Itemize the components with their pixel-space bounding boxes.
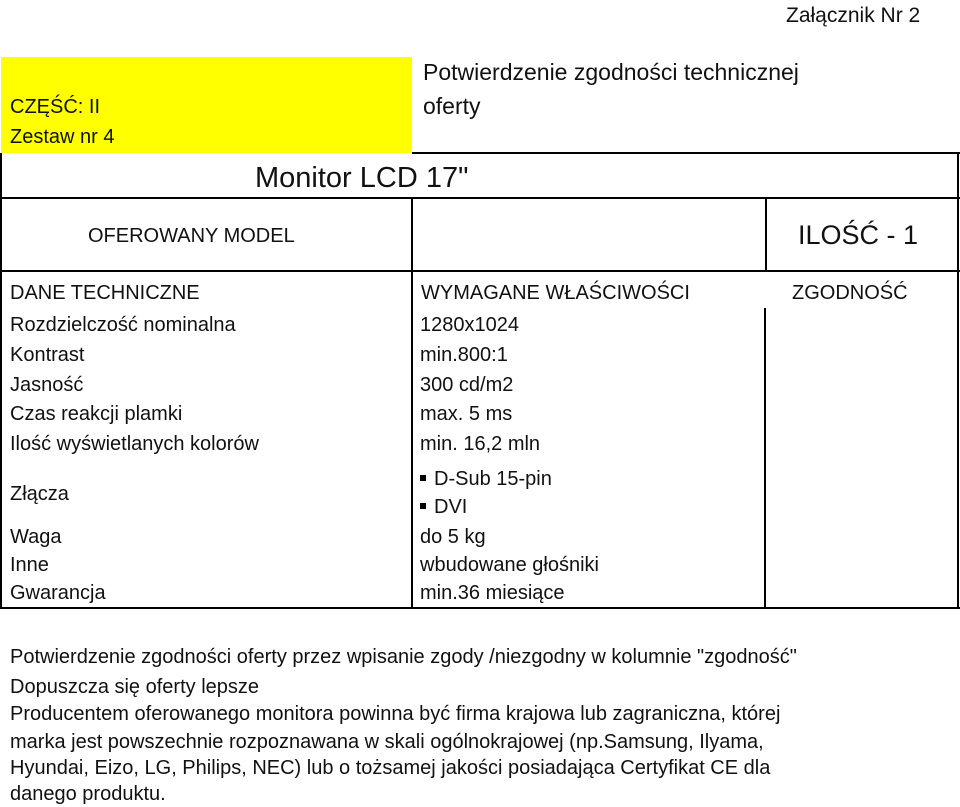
rule-right-outer bbox=[957, 153, 959, 608]
rule-left-outer bbox=[0, 153, 2, 608]
note-line: Dopuszcza się oferty lepsze bbox=[10, 676, 260, 698]
row-value: do 5 kg bbox=[420, 526, 486, 548]
row-value: min.800:1 bbox=[420, 344, 508, 366]
row-value: max. 5 ms bbox=[420, 403, 513, 425]
row-value: min. 16,2 mln bbox=[420, 433, 541, 455]
rule-col-divider bbox=[411, 198, 413, 608]
row-value: min.36 miesiące bbox=[420, 582, 565, 604]
rule-qty-left bbox=[765, 197, 767, 271]
rule-model-bottom bbox=[0, 197, 960, 199]
rule-bottom bbox=[0, 607, 960, 609]
row-param: Inne bbox=[10, 554, 49, 576]
note-line: Potwierdzenie zgodności oferty przez wpisanie zgody /niezgodny w kolumnie "zgodność" bbox=[10, 646, 797, 668]
quantity-label: ILOŚĆ - 1 bbox=[798, 220, 919, 250]
doc-title-line1: Potwierdzenie zgodności technicznej bbox=[423, 59, 799, 85]
connector-item bbox=[420, 469, 552, 489]
note-line: Producentem oferowanego monitora powinna być firma krajowa lub zagraniczna, której bbox=[10, 703, 781, 725]
note-line: Hyundai, Eizo, LG, Philips, NEC) lub o tożsamej jakości posiadająca Certyfikat CE dla bbox=[10, 757, 771, 779]
offered-model-label: OFEROWANY MODEL bbox=[88, 225, 295, 247]
column-header-required: WYMAGANE WŁAŚCIWOŚCI bbox=[421, 282, 690, 304]
column-header-compliance: ZGODNOŚĆ bbox=[792, 282, 908, 304]
row-param: Czas reakcji plamki bbox=[10, 403, 183, 425]
note-line: marka jest powszechnie rozpoznawana w skali ogólnokrajowej (np.Samsung, Ilyama, bbox=[10, 731, 764, 753]
row-param: Jasność bbox=[10, 374, 84, 396]
connector-label: DVI bbox=[434, 496, 468, 518]
row-param: Rozdzielczość nominalna bbox=[10, 314, 236, 336]
row-param: Kontrast bbox=[10, 344, 85, 366]
rule-compliance-left bbox=[764, 308, 766, 608]
row-param: Waga bbox=[10, 526, 62, 548]
part-label: CZĘŚĆ: II bbox=[10, 96, 101, 118]
connector-label: D-Sub 15-pin bbox=[434, 468, 552, 490]
row-param: Ilość wyświetlanych kolorów bbox=[10, 433, 259, 455]
connector-item bbox=[420, 497, 467, 517]
rule-header-top bbox=[0, 270, 960, 272]
bullet-icon bbox=[420, 503, 426, 509]
column-header-tech-data: DANE TECHNICZNE bbox=[10, 282, 200, 304]
row-value: 300 cd/m2 bbox=[420, 374, 514, 396]
attachment-label: Załącznik Nr 2 bbox=[786, 4, 921, 27]
row-param: Złącza bbox=[10, 483, 69, 505]
doc-title-line2: oferty bbox=[423, 93, 481, 119]
row-param: Gwarancja bbox=[10, 582, 106, 604]
rule-top bbox=[412, 152, 960, 154]
product-title: Monitor LCD 17" bbox=[255, 162, 469, 194]
row-value: wbudowane głośniki bbox=[420, 554, 600, 576]
row-value: 1280x1024 bbox=[420, 314, 519, 336]
set-label: Zestaw nr 4 bbox=[10, 126, 115, 148]
bullet-icon bbox=[420, 475, 426, 481]
note-line: danego produktu. bbox=[10, 783, 166, 805]
